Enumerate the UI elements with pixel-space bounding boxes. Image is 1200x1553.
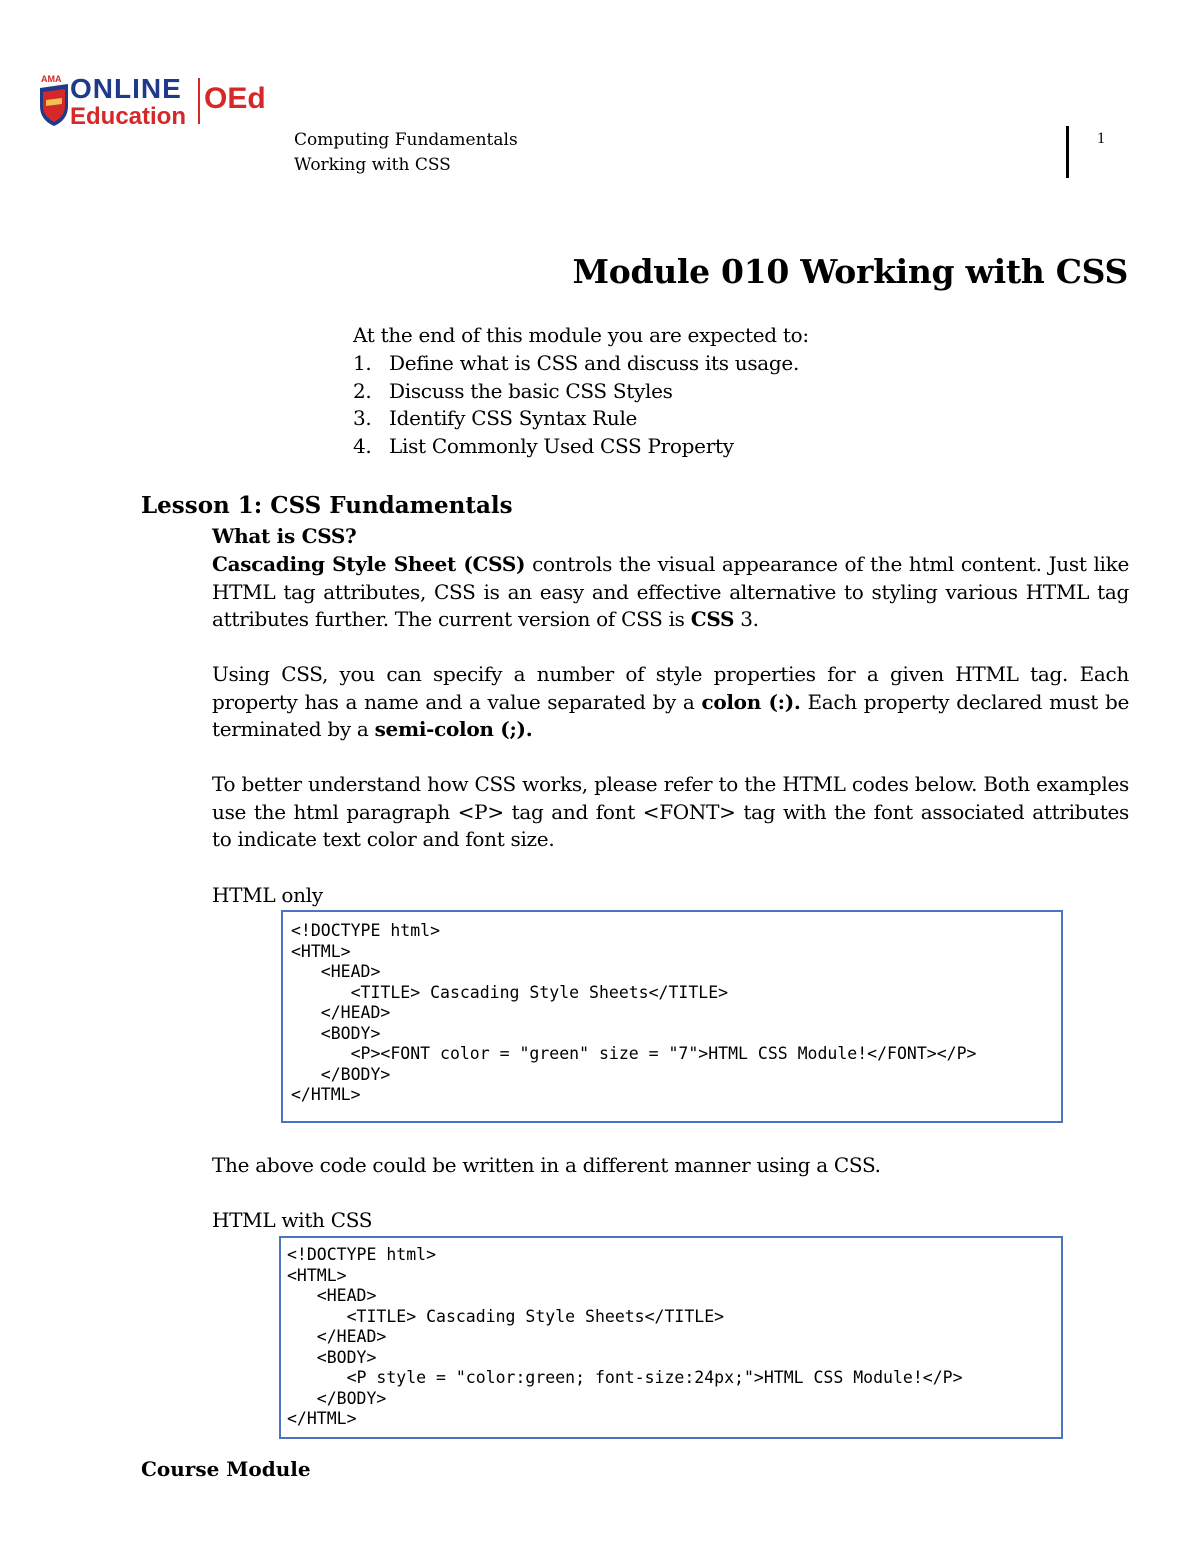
list-item [353,350,799,378]
bold-term: colon (:). [701,689,801,714]
logo-mark: OEd [204,82,266,115]
paragraph-text: Each property declared must be terminated by a [212,689,1129,741]
logo-word1: ONLINE [70,73,182,104]
list-text: Identify CSS Syntax Rule [389,406,638,430]
online-education-logo [38,70,273,130]
logo-word2: Education [70,103,187,130]
html-with-css-label: HTML with CSS [212,1208,373,1232]
list-number: 1. [353,351,372,375]
code-line: </HTML> [291,1085,361,1104]
code-line: <HTML> [287,1265,347,1285]
html-only-label: HTML only [212,883,323,907]
list-text: Define what is CSS and discuss its usage. [389,351,800,375]
header-divider [1066,126,1069,178]
objectives-list [353,350,799,460]
paragraph-text: controls the visual appearance of the html content. Just like HTML tag attributes, CSS is an easy and effective alternative to styling various HTML tag attributes further. The current version of CSS is [212,552,1130,631]
code-line: </HTML> [287,1409,357,1428]
code-line: <BODY> [287,1347,377,1367]
module-topic: Working with CSS [294,155,451,175]
code-line: <HEAD> [291,962,381,981]
paragraph-text: Using CSS, you can specify a number of style properties for a given HTML tag. Each property has a name and a value separated by a [212,662,1129,714]
paragraph-css-properties [212,661,1129,744]
section-subheading: What is CSS? [212,524,357,548]
code-line: </HEAD> [287,1327,387,1346]
crest-text: AMA [41,74,62,84]
objectives-intro: At the end of this module you are expected to: [353,323,809,347]
transition-text: The above code could be written in a different manner using a CSS. [212,1153,881,1177]
footer-label: Course Module [141,1457,311,1481]
code-line: </BODY> [287,1388,387,1408]
list-number: 4. [353,433,372,458]
list-item [353,378,799,406]
lesson-title: Lesson 1: CSS Fundamentals [141,492,513,519]
list-number: 2. [353,378,372,403]
code-line: <P><FONT color = "green" size = "7">HTML CSS Module!</FONT></P> [291,1044,977,1063]
code-line: <HEAD> [287,1286,377,1305]
code-line: </HEAD> [291,1003,391,1022]
code-line: <HTML> [291,941,351,961]
code-line: <TITLE> Cascading Style Sheets</TITLE> [287,1306,725,1326]
list-item [353,433,799,461]
module-title: Module 010 Working with CSS [572,252,1128,291]
list-number: 3. [353,406,372,430]
bold-term: Cascading Style Sheet (CSS) [212,552,526,576]
paragraph-text: 3. [734,607,759,631]
list-text: Discuss the basic CSS Styles [389,378,673,403]
bold-term: CSS [690,607,735,631]
code-line: <!DOCTYPE html> [287,1245,437,1264]
code-block-html-only [281,910,1063,1123]
course-name: Computing Fundamentals [294,130,518,150]
paragraph-examples-intro: To better understand how CSS works, please refer to the HTML codes below. Both examples use the html paragraph <P> tag and font <FONT> tag with the font associated attributes to indicate text color and font size. [212,772,1129,851]
code-line: </BODY> [291,1064,391,1084]
code-line: <!DOCTYPE html> [291,921,441,940]
list-text: List Commonly Used CSS Property [389,433,734,458]
paragraph-css-definition [212,551,1129,634]
code-line: <TITLE> Cascading Style Sheets</TITLE> [291,982,729,1002]
list-item [353,405,799,433]
code-line: <P style = "color:green; font-size:24px;">HTML CSS Module!</P> [287,1368,963,1387]
page-number: 1 [1097,130,1105,147]
code-block-html-with-css [279,1236,1063,1439]
code-line: <BODY> [291,1023,381,1043]
bold-term: semi-colon (;). [374,717,533,741]
